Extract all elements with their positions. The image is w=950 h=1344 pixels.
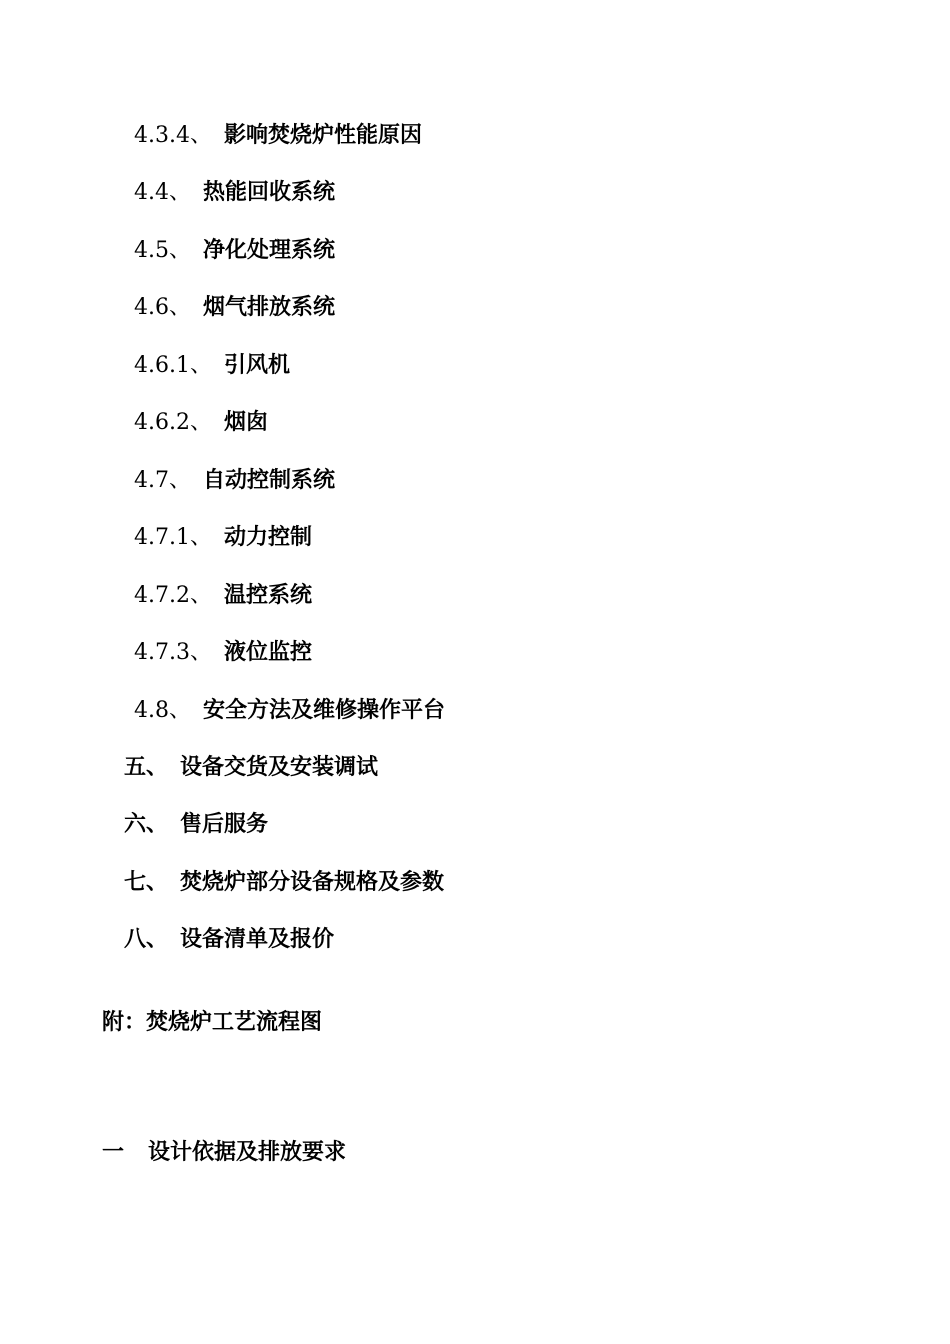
- toc-item-4-8: [134, 696, 445, 726]
- toc-item-title: 动力控制: [223, 525, 312, 550]
- toc-item-4-4: [134, 178, 335, 208]
- toc-item-4-7: [134, 466, 335, 496]
- toc-item-title: 温控系统: [223, 583, 312, 608]
- toc-item-4-5: [134, 236, 335, 266]
- toc-item-number: 4.5、: [134, 238, 191, 263]
- toc-item-number: 4.7、: [134, 468, 191, 493]
- toc-item-4-6: [134, 293, 335, 323]
- toc-item-title: 影响焚烧炉性能原因: [223, 123, 422, 148]
- toc-item-4-6-2: [134, 408, 268, 438]
- toc-item-number: 4.6.1、: [134, 353, 212, 378]
- toc-item-number: 4.7.3、: [134, 640, 212, 665]
- toc-item-chapter-8: [124, 925, 334, 955]
- toc-item-number: 4.6、: [134, 295, 191, 320]
- section-number: 一: [102, 1140, 125, 1165]
- toc-item-4-7-3: [134, 638, 312, 668]
- toc-item-title: 自动控制系统: [203, 468, 336, 493]
- toc-item-chapter-7: [124, 868, 444, 898]
- toc-item-title: 烟囱: [223, 410, 268, 435]
- toc-item-title: 焚烧炉部分设备规格及参数: [180, 870, 445, 895]
- section-heading: [102, 1138, 346, 1168]
- toc-item-number: 4.7.2、: [134, 583, 212, 608]
- toc-item-number: 4.3.4、: [134, 123, 212, 148]
- toc-item-number: 五、: [124, 755, 169, 780]
- section-title: 设计依据及排放要求: [148, 1140, 347, 1165]
- toc-item-number: 八、: [124, 927, 169, 952]
- toc-item-4-6-1: [134, 351, 290, 381]
- toc-item-title: 安全方法及维修操作平台: [203, 698, 446, 723]
- toc-item-number: 4.4、: [134, 180, 191, 205]
- toc-item-title: 热能回收系统: [203, 180, 336, 205]
- toc-item-title: 液位监控: [223, 640, 312, 665]
- appendix-line: 附：焚烧炉工艺流程图: [102, 1010, 323, 1035]
- toc-item-title: 售后服务: [180, 812, 269, 837]
- toc-item-number: 4.7.1、: [134, 525, 212, 550]
- toc-item-chapter-6: [124, 810, 268, 840]
- toc-item-number: 六、: [124, 812, 169, 837]
- toc-item-chapter-5: [124, 753, 378, 783]
- toc-item-4-3-4: [134, 121, 422, 151]
- toc-item-title: 净化处理系统: [203, 238, 336, 263]
- toc-item-title: 烟气排放系统: [203, 295, 336, 320]
- toc-item-number: 七、: [124, 870, 169, 895]
- toc-item-4-7-1: [134, 523, 312, 553]
- toc-item-title: 引风机: [223, 353, 290, 378]
- toc-item-title: 设备交货及安装调试: [180, 755, 379, 780]
- toc-item-number: 4.6.2、: [134, 410, 212, 435]
- toc-item-4-7-2: [134, 581, 312, 611]
- toc-item-title: 设备清单及报价: [180, 927, 335, 952]
- toc-item-number: 4.8、: [134, 698, 191, 723]
